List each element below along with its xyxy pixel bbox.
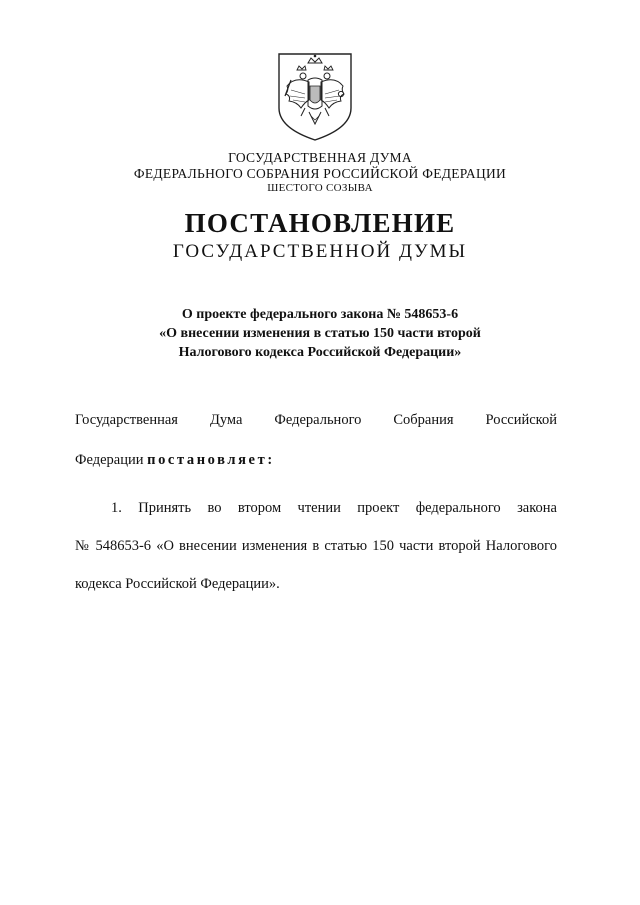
emblem-crown-left	[297, 66, 306, 70]
title-line-1: О проекте федерального закона № 548653-6	[181, 307, 459, 322]
body-paragraph-1-prefix: Федерации	[75, 452, 144, 468]
header-line-3: ШЕСТОГО СОЗЫВА	[267, 182, 373, 194]
emblem-scepter	[285, 80, 291, 96]
emblem-crown-large	[308, 58, 322, 63]
document-type: ПОСТАНОВЛЕНИЕ	[184, 208, 456, 238]
resolves-keyword: постановляет:	[147, 452, 275, 468]
emblem-tail	[309, 112, 321, 124]
body-paragraph-1-line-1: Государственная Дума Федерального Собрания Российской	[75, 412, 557, 428]
emblem-crown-right	[324, 66, 333, 70]
title-line-3: Налогового кодекса Российской Федерации»	[178, 345, 462, 360]
coat-of-arms-emblem	[275, 50, 355, 142]
body-paragraph-2-line-2: № 548653-6 «О внесении изменения в статью 150 части второй Налогового	[75, 538, 557, 554]
header-line-1: ГОСУДАРСТВЕННАЯ ДУМА	[228, 150, 412, 165]
document-subtype: ГОСУДАРСТВЕННОЙ ДУМЫ	[172, 241, 468, 262]
body-paragraph-2-line-3: кодекса Российской Федерации».	[75, 576, 280, 592]
emblem-wing-right	[321, 80, 344, 108]
body-paragraph-2-line-1: 1. Принять во втором чтении проект федерального закона	[111, 500, 557, 516]
body-paragraph-1-line-2	[75, 452, 275, 469]
header-line-2: ФЕДЕРАЛЬНОГО СОБРАНИЯ РОССИЙСКОЙ ФЕДЕРАЦИИ	[133, 166, 507, 181]
title-line-2: «О внесении изменения в статью 150 части второй	[159, 326, 481, 341]
emblem-inner-shield	[310, 86, 320, 103]
